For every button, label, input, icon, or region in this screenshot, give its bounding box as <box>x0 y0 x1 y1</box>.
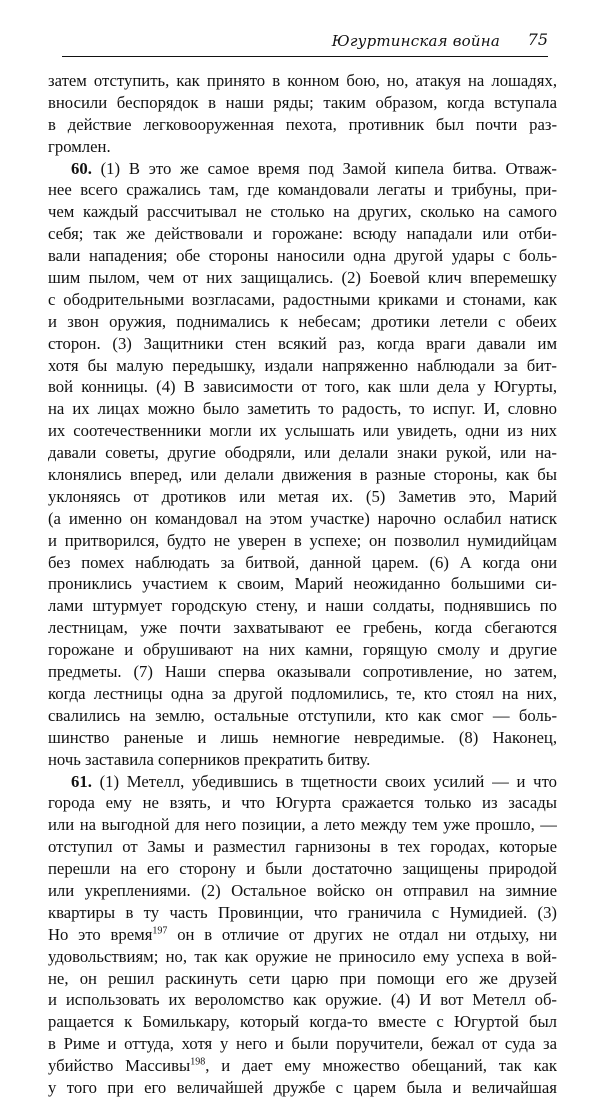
line-text: горожане и обрушивают на них камни, горящую смолу и другие <box>48 640 557 660</box>
line-text: без помех наблюдать за битвой, данной царем. (6) А когда они <box>48 552 557 572</box>
line-text: их соотечественники могли их услышать или увидеть, одни из них <box>48 421 557 441</box>
text-line <box>48 311 557 333</box>
text-line <box>48 486 557 508</box>
line-text: или на выгодной для него позиции, а лето между тем уже прошло, — <box>48 815 557 835</box>
text-line <box>48 836 557 858</box>
line-text: убийство Массивы <box>48 1056 191 1076</box>
line-text: затем отступить, как принято в конном бою, но, атакуя на лошадях, <box>48 71 557 90</box>
line-text: сторон. (3) Защитники стен всякий раз, когда враги давали им <box>48 333 557 353</box>
text-line <box>48 880 557 902</box>
line-text: и звон оружия, поднимались к небесам; дротики летели с обеих <box>48 311 557 331</box>
text-line <box>48 223 557 245</box>
running-title: Югуртинская война <box>331 32 500 50</box>
line-text: удовольствиям; но, так как оружие не приносило ему успеха в вой- <box>48 946 557 966</box>
text-line <box>48 661 557 683</box>
line-text: предметы. (7) Наши сперва оказывали сопротивление, но затем, <box>48 662 557 682</box>
text-line <box>48 749 557 771</box>
line-text: вой конницы. (4) В зависимости от того, как шли дела у Югурты, <box>48 377 557 397</box>
body-text <box>48 70 557 1099</box>
line-text: давали советы, другие ободряли, или делали знаки рукой, или на- <box>48 443 557 463</box>
line-text: прониклись участием к своим, Марий неожиданно большими си- <box>48 574 557 594</box>
text-line <box>48 136 557 158</box>
line-text: он в отличие от других не отдал ни отдыху, ни <box>167 924 557 944</box>
text-line <box>48 924 557 946</box>
text-line <box>48 1011 557 1033</box>
line-text: с ободрительными возгласами, радостными криками и стонами, как <box>48 289 557 309</box>
text-line <box>48 201 557 223</box>
line-text: хотя бы малую передышку, издали напряженно наблюдали за бит- <box>48 355 557 375</box>
line-text: у того при его величайшей дружбе с царем была и величайшая <box>48 1077 557 1097</box>
text-line <box>48 530 557 552</box>
text-line <box>48 158 557 180</box>
chapter-number: 60. <box>71 158 92 178</box>
line-text: шим пылом, чем от них защищались. (2) Боевой клич вперемешку <box>48 268 557 288</box>
text-line <box>48 595 557 617</box>
text-line <box>48 617 557 639</box>
line-text: лами штурмует городскую стену, и наши солдаты, поднявшись по <box>48 596 557 616</box>
text-line <box>48 442 557 464</box>
text-line <box>48 771 557 793</box>
text-line <box>48 552 557 574</box>
text-line <box>48 92 557 114</box>
line-text: уклоняясь от дротиков или метая их. (5) Заметив это, Марий <box>48 486 557 506</box>
line-text: и использовать их вероломство как оружие. (4) И вот Метелл об- <box>48 990 557 1010</box>
line-text: громлен. <box>48 136 111 156</box>
line-text: свалились на землю, остальные отступили, кто как смог — боль- <box>48 705 557 725</box>
text-line <box>48 858 557 880</box>
text-line <box>48 289 557 311</box>
line-text: в Риме и оттуда, хотя у него и были поручители, бежал от суда за <box>48 1034 557 1054</box>
line-text: в действие легковооруженная пехота, противник был почти раз- <box>48 114 557 134</box>
text-line <box>48 179 557 201</box>
line-text: и притворился, будто не уверен в успехе; он позволил нумидийцам <box>48 530 557 550</box>
text-line <box>48 245 557 267</box>
text-line <box>48 705 557 727</box>
footnote-marker[interactable]: 198 <box>190 1056 206 1068</box>
line-text: города ему не взять, и что Югурта сражается только из засады <box>48 793 557 813</box>
line-text: на их лицах можно было заметить то радость, то испуг. И, словно <box>48 399 557 419</box>
text-line <box>48 464 557 486</box>
text-line <box>48 792 557 814</box>
page-number: 75 <box>527 30 548 49</box>
text-line <box>48 946 557 968</box>
line-text: (1) В это же самое время под Замой кипела битва. Отваж- <box>91 158 557 178</box>
text-line <box>48 1033 557 1055</box>
line-text: ращается к Бомилькару, который когда-то вместе с Югуртой был <box>48 1012 557 1032</box>
line-text: вали нападения; обе стороны наносили одна другой удары с боль- <box>48 246 557 266</box>
line-text: квартиры в ту часть Провинции, что граничила с Нумидией. (3) <box>48 902 557 922</box>
line-text: клонялись вперед, или делали движения в разные стороны, как бы <box>48 465 557 485</box>
line-text: (1) Метелл, убедившись в тщетности своих усилий — и что <box>91 771 557 791</box>
line-text: не, он решил раскинуть сети царю при помощи его же друзей <box>48 968 557 988</box>
footnote-marker[interactable]: 197 <box>152 925 168 937</box>
line-text: перешли на его сторону и были достаточно защищены природой <box>48 859 557 879</box>
text-line <box>48 1055 557 1077</box>
text-line <box>48 70 557 92</box>
line-text: вносили беспорядок в наши ряды; таким образом, когда вступала <box>48 92 557 112</box>
line-text: себя; так же действовали и горожане: всюду нападали или отби- <box>48 224 557 244</box>
page-header <box>62 28 548 57</box>
text-line <box>48 114 557 136</box>
line-text: Но это время <box>48 924 153 944</box>
line-text: шинство раненые и лишь немногие невредимые. (8) Наконец, <box>48 727 557 747</box>
text-line <box>48 508 557 530</box>
text-line <box>48 814 557 836</box>
text-line <box>48 355 557 377</box>
line-text: когда лестницы одна за другой подломились, те, кто стоял на них, <box>48 683 557 703</box>
text-line <box>48 573 557 595</box>
text-line <box>48 267 557 289</box>
text-line <box>48 1077 557 1099</box>
line-text: чем каждый рассчитывал не столько на других, сколько на самого <box>48 202 557 222</box>
text-line <box>48 639 557 661</box>
text-line <box>48 902 557 924</box>
text-line <box>48 683 557 705</box>
text-line <box>48 376 557 398</box>
line-text: или укреплениями. (2) Остальное войско он отправил на зимние <box>48 880 557 900</box>
line-text: нее всего сражались там, где командовали легаты и трибуны, при- <box>48 180 557 200</box>
chapter-number: 61. <box>71 771 92 791</box>
text-line <box>48 727 557 749</box>
line-text: , и дает ему множество обещаний, так как <box>205 1056 557 1076</box>
line-text: ночь заставила соперников прекратить битву. <box>48 749 371 769</box>
text-line <box>48 420 557 442</box>
line-text: отступил от Замы и разместил гарнизоны в тех городах, которые <box>48 837 557 857</box>
line-text: лестницам, уже почти захватывают ее гребень, когда сбегаются <box>48 618 557 638</box>
text-line <box>48 333 557 355</box>
text-line <box>48 989 557 1011</box>
text-line <box>48 968 557 990</box>
text-line <box>48 398 557 420</box>
line-text: (а именно он командовал на этом участке) нарочно ослабил натиск <box>48 508 557 528</box>
